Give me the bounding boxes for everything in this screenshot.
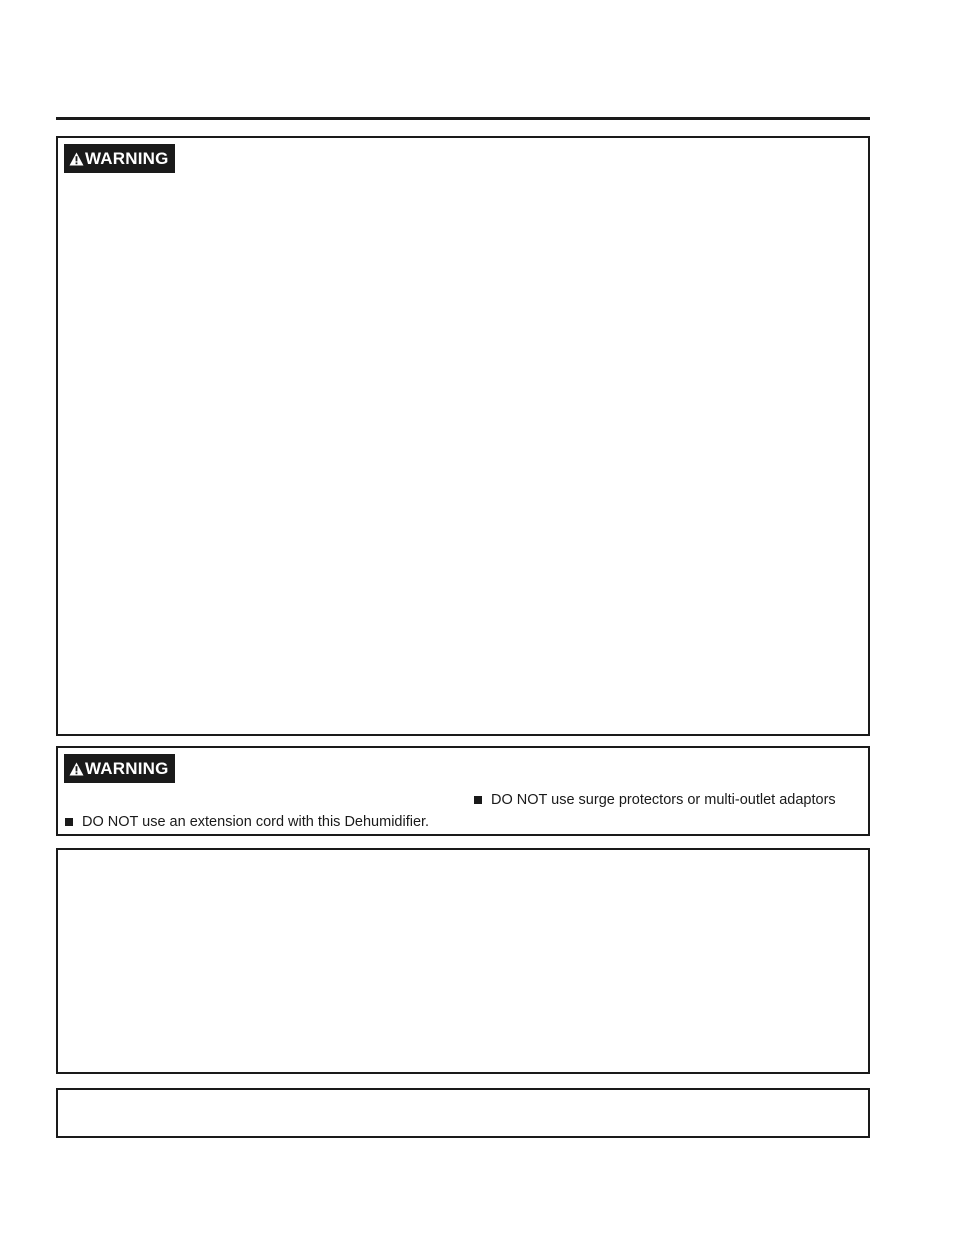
warning-box-2 — [56, 746, 870, 836]
square-bullet-icon — [65, 818, 73, 826]
warning-triangle-icon — [69, 152, 84, 166]
bullet-extension-cord — [65, 814, 429, 830]
top-divider-rule — [56, 117, 870, 120]
bullet-text: DO NOT use surge protectors or multi-outlet adaptors — [491, 792, 836, 808]
square-bullet-icon — [474, 796, 482, 804]
warning-box-1 — [56, 136, 870, 736]
warning-badge-label: WARNING — [85, 758, 169, 778]
bullet-surge-protectors — [474, 792, 836, 808]
warning-triangle-icon — [69, 762, 84, 776]
content-box-4 — [56, 1088, 870, 1138]
warning-badge-1 — [64, 144, 175, 173]
bullet-text: DO NOT use an extension cord with this Dehumidifier. — [82, 814, 430, 830]
content-box-3 — [56, 848, 870, 1074]
warning-badge-2 — [64, 754, 175, 783]
warning-badge-label: WARNING — [85, 148, 169, 168]
